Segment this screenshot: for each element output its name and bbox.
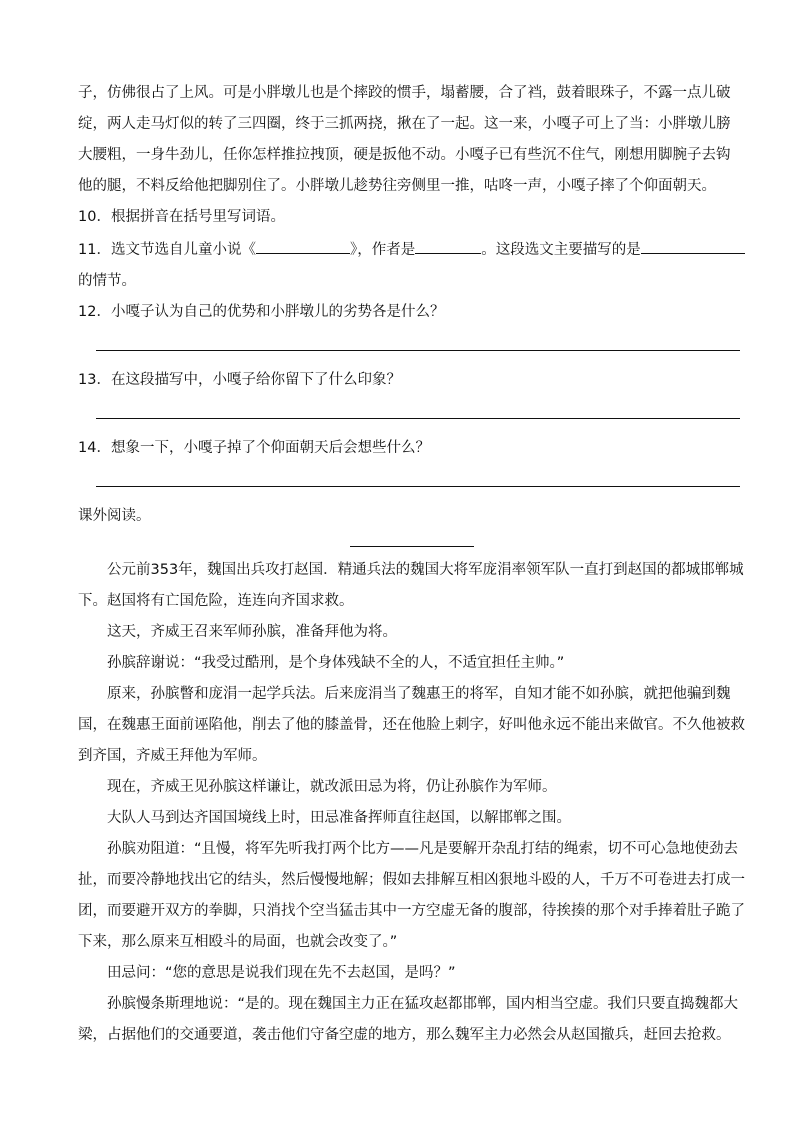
passage-line: 大腰粗，一身牛劲儿，任你怎样推拉拽顶，硬是扳他不动。小嘎子已有些沉不住气，刚想用脚腕子去钩 — [78, 147, 731, 163]
passage-paragraph: 田忌问：“您的意思是说我们现在先不去赵国，是吗？” — [107, 965, 456, 981]
question-13: 13．在这段描写中，小嘎子给你留下了什么印象？ — [78, 372, 401, 388]
question-11-text-d: 的情节。 — [78, 273, 136, 289]
question-10: 10．根据拼音在括号里写词语。 — [78, 209, 285, 225]
answer-line-13[interactable] — [96, 396, 740, 419]
passage-line: 他的腿，不料反给他把脚别住了。小胖墩儿趁势往旁侧里一推，咕咚一声，小嘎子摔了个仰面朝天。 — [78, 178, 716, 194]
plot-blank[interactable] — [641, 233, 745, 254]
section-title: 课外阅读。 — [78, 508, 151, 524]
title-blank-line[interactable] — [350, 532, 474, 547]
question-11 — [78, 233, 746, 297]
passage-paragraph: 孙膑辞谢说：“我受过酷刑，是个身体残缺不全的人，不适宜担任主帅。” — [107, 655, 565, 671]
question-11-text-b: 》，作者是 — [349, 242, 416, 258]
author-blank[interactable] — [415, 233, 481, 254]
passage-paragraph: 孙膑劝阻道：“且慢，将军先听我打两个比方——凡是要解开杂乱打结的绳索，切不可心急地使劲去扯，而要冷静地找出它的结头，然后慢慢地解；假如去排解互相凶狠地斗殴的人，千万不可卷进去打成一团，而要避开双方的拳脚，只消找个空当猛击其中一方空虚无备的腹部，待挨揍的那个对手捧着肚子跪了下来，那么原来互相殴斗的局面，也就会改变了。” — [78, 841, 745, 950]
question-12: 12．小嘎子认为自己的优势和小胖墩儿的劣势各是什么？ — [78, 304, 445, 320]
answer-line-14[interactable] — [96, 464, 740, 487]
passage-line: 绽，两人走马灯似的转了三四圈，终于三抓两挠，揪在了一起。这一来，小嘎子可上了当：小胖墩儿膀 — [78, 116, 731, 132]
passage-paragraph: 公元前353年，魏国出兵攻打赵国．精通兵法的魏国大将军庞涓率领军队一直打到赵国的都城邯郸城下。赵国将有亡国危险，连连向齐国求救。 — [78, 562, 744, 609]
question-11-text-c: 。这段选文主要描写的是 — [481, 242, 641, 258]
worksheet-page — [78, 78, 746, 1051]
passage-paragraph: 孙膑慢条斯理地说：“是的。现在魏国主力正在猛攻赵都邯郸，国内相当空虚。我们只要直捣魏都大梁，占据他们的交通要道，袭击他们守备空虚的地方，那么魏军主力必然会从赵国撤兵，赶回去抢救。 — [78, 996, 739, 1043]
reading-passage-1 — [78, 78, 746, 202]
reading-passage-2 — [78, 555, 746, 1051]
passage-paragraph: 大队人马到达齐国国境线上时，田忌准备挥师直往赵国，以解邯郸之围。 — [107, 810, 571, 826]
question-14: 14．想象一下，小嘎子掉了个仰面朝天后会想些什么？ — [78, 440, 430, 456]
passage-paragraph: 现在，齐威王见孙膑这样谦让，就改派田忌为将，仍让孙膑作为军师。 — [107, 779, 557, 795]
question-11-text-a: 11．选文节选自儿童小说《 — [78, 242, 256, 258]
passage-line: 子，仿佛很占了上风。可是小胖墩儿也是个摔跤的惯手，塌蓄腰，合了裆，鼓着眼珠子，不露一点儿破 — [78, 85, 731, 101]
book-title-blank[interactable] — [256, 233, 350, 254]
answer-line-12[interactable] — [96, 328, 740, 351]
passage-paragraph: 原来，孙膑瞥和庞涓一起学兵法。后来庞涓当了魏惠王的将军，自知才能不如孙膑，就把他骗到魏国，在魏惠王面前诬陷他，削去了他的膝盖骨，还在他脸上刺字，好叫他永远不能出来做官。不久他被救到齐国，齐威王拜他为军师。 — [78, 686, 745, 764]
passage-paragraph: 这天，齐威王召来军师孙膑，准备拜他为将。 — [107, 624, 397, 640]
